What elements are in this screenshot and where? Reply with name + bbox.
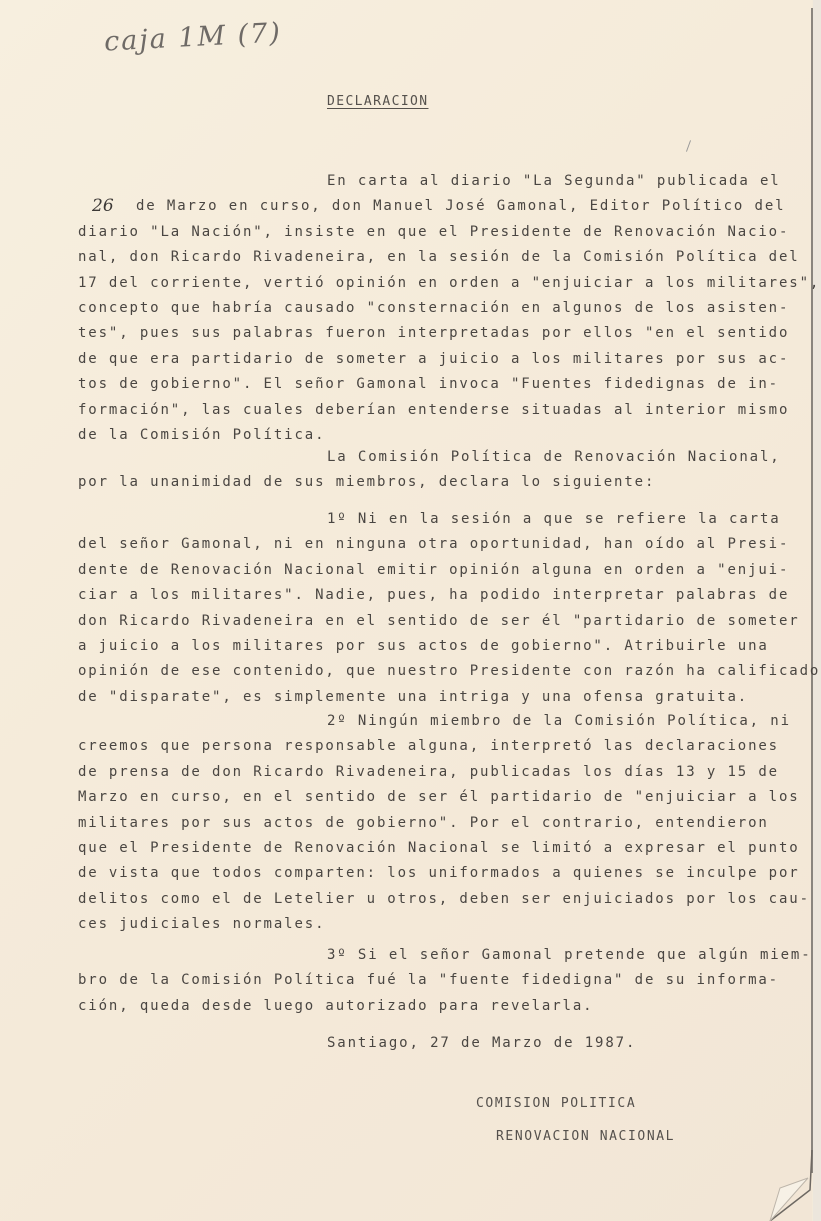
- text-line: tes", pues sus palabras fueron interpretadas por ellos "en el sentido: [78, 325, 790, 342]
- document-title: DECLARACION: [327, 94, 429, 109]
- text-line: La Comisión Política de Renovación Nacional,: [327, 449, 781, 465]
- paragraph-point-3: [78, 943, 818, 1019]
- text-line: delitos como el de Letelier u otros, deben ser enjuiciados por los cau-: [78, 890, 810, 907]
- text-line: de Marzo en curso, don Manuel José Gamonal, Editor Político del: [136, 198, 786, 215]
- paragraph-intro: [78, 169, 821, 448]
- text-line: don Ricardo Rivadeneira en el sentido de ser él "partidario de someter: [78, 612, 800, 629]
- text-line: 1º Ni en la sesión a que se refiere la carta: [327, 511, 781, 527]
- text-line: Marzo en curso, en el sentido de ser él partidario de "enjuiciar a los: [78, 789, 800, 806]
- signature-line-1: COMISION POLITICA: [476, 1096, 637, 1111]
- handwritten-annotation: caja 1M (7): [103, 17, 283, 58]
- page-curl: [740, 1150, 815, 1221]
- text-line: creemos que persona responsable alguna, interpretó las declaraciones: [78, 738, 779, 755]
- text-line: formación", las cuales deberían entenderse situadas al interior mismo: [78, 401, 790, 418]
- paragraph-point-1: [78, 507, 821, 710]
- text-line: de la Comisión Política.: [78, 426, 326, 443]
- text-line: de prensa de don Ricardo Rivadeneira, publicadas los días 13 y 15 de: [78, 763, 779, 780]
- paragraph-declaration-lead: [78, 445, 818, 496]
- text-line: nal, don Ricardo Rivadeneira, en la sesión de la Comisión Política del: [78, 249, 800, 266]
- handwritten-day: 26: [92, 196, 114, 216]
- paragraph-point-2: [78, 709, 818, 938]
- text-line: de vista que todos comparten: los uniformados a quienes se inculpe por: [78, 865, 800, 882]
- text-line: a juicio a los militares por sus actos de gobierno". Atribuirle una: [78, 637, 769, 654]
- text-line: 2º Ningún miembro de la Comisión Política, ni: [327, 713, 791, 729]
- text-line: 17 del corriente, vertió opinión en orden a "enjuiciar a los militares",: [78, 274, 821, 291]
- text-line: que el Presidente de Renovación Nacional se limitó a expresar el punto: [78, 839, 800, 856]
- text-line: del señor Gamonal, ni en ninguna otra oportunidad, han oído al Presi-: [78, 536, 790, 553]
- text-line: tos de gobierno". El señor Gamonal invoca "Fuentes fidedignas de in-: [78, 376, 779, 393]
- text-line: de que era partidario de someter a juicio a los militares por sus ac-: [78, 350, 790, 367]
- date-line: Santiago, 27 de Marzo de 1987.: [327, 1035, 637, 1051]
- text-line: concepto que habría causado "consternación en algunos de los asisten-: [78, 299, 790, 316]
- text-line: ción, queda desde luego autorizado para revelarla.: [78, 997, 594, 1014]
- text-line: militares por sus actos de gobierno". Por el contrario, entendieron: [78, 814, 769, 831]
- text-line: bro de la Comisión Política fué la "fuente fidedigna" de su informa-: [78, 972, 779, 989]
- text-line: de "disparate", es simplemente una intriga y una ofensa gratuita.: [78, 688, 749, 705]
- text-line: 3º Si el señor Gamonal pretende que algún miem-: [327, 947, 812, 963]
- text-line: diario "La Nación", insiste en que el Presidente de Renovación Nacio-: [78, 223, 790, 240]
- text-line: opinión de ese contenido, que nuestro Presidente con razón ha calificado: [78, 663, 821, 680]
- text-line: En carta al diario "La Segunda" publicada el: [327, 173, 781, 189]
- signature-line-2: RENOVACION NACIONAL: [496, 1129, 676, 1144]
- text-line: ciar a los militares". Nadie, pues, ha podido interpretar palabras de: [78, 587, 790, 604]
- text-line: dente de Renovación Nacional emitir opinión alguna en orden a "enjui-: [78, 561, 790, 578]
- text-line: por la unanimidad de sus miembros, declara lo siguiente:: [78, 474, 656, 491]
- text-line: ces judiciales normales.: [78, 916, 326, 933]
